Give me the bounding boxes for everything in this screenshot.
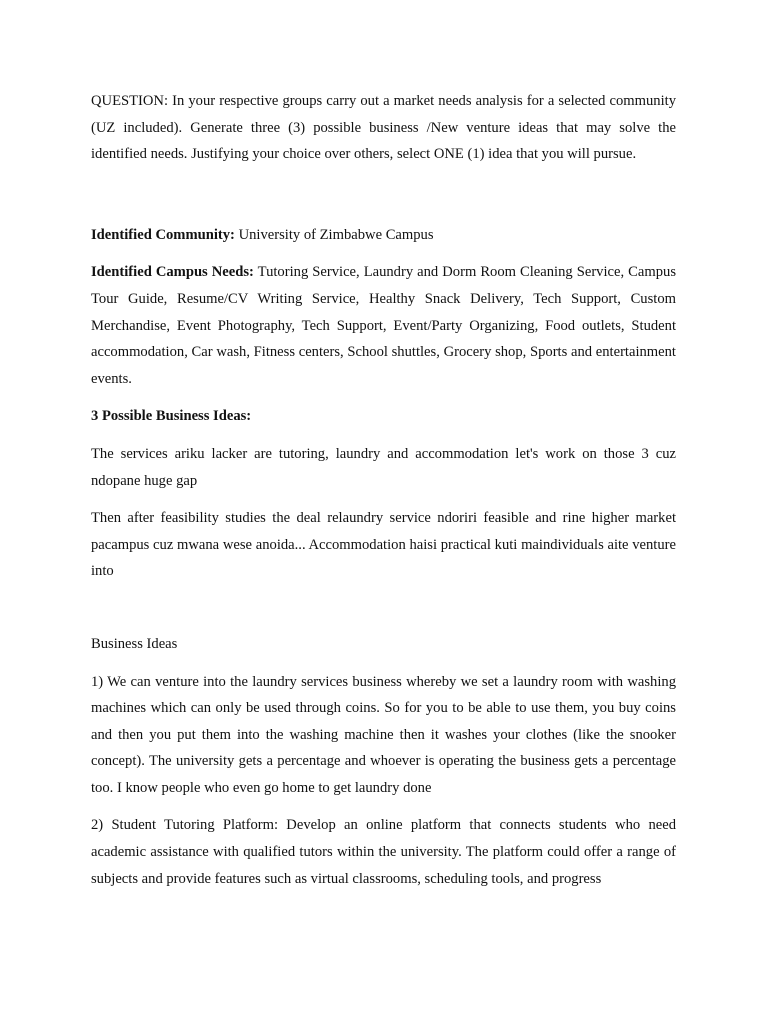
feasibility-note-paragraph: Then after feasibility studies the deal relaundry service ndoriri feasible and rine higher market pacampus cuz mwana wese anoida... Accommodation haisi practical kuti maindividuals aite venture into — [91, 510, 676, 580]
identified-needs-value: Tutoring Service, Laundry and Dorm Room Cleaning Service, Campus Tour Guide, Resume/CV Writing Service, Healthy Snack Delivery, Tech Support, Custom Merchandise, Event Photography, Tech Support, Event/Party Organizing, Food outlets, Student accommodation, Car wash, Fitness centers, School shuttles, Grocery shop, Sports and entertainment events. — [91, 264, 676, 387]
identified-community-label: Identified Community: — [91, 226, 235, 243]
identified-community-value: University of Zimbabwe Campus — [234, 226, 434, 243]
business-idea-1: 1) We can venture into the laundry services business whereby we set a laundry room with washing machines which can only be used through coins. So for you to be able to use them, you buy coins and then you put them into the washing machine then it washes your clothes (like the snooker concept). The university gets a percentage and whoever is operating the business gets a percentage too. I know people who even go home to get laundry done — [91, 673, 676, 796]
identified-needs-label: Identified Campus Needs: — [91, 264, 254, 281]
identified-needs-paragraph — [91, 259, 676, 392]
services-note-paragraph: The services ariku lacker are tutoring, laundry and accommodation let's work on those 3 cuz ndopane huge gap — [91, 445, 676, 489]
question-paragraph: QUESTION: In your respective groups carry out a market needs analysis for a selected community (UZ included). Generate three (3) possible business /New venture ideas that may solve the identified needs. Justifying your choice over others, select ONE (1) idea that you will pursue. — [91, 93, 676, 163]
possible-business-ideas-heading: 3 Possible Business Ideas: — [91, 408, 252, 425]
business-idea-2: 2) Student Tutoring Platform: Develop an online platform that connects students who need academic assistance with qualified tutors within the university. The platform could offer a range of subjects and provide features such as virtual classrooms, scheduling tools, and progress — [91, 817, 676, 887]
business-ideas-heading: Business Ideas — [91, 635, 178, 652]
identified-community-paragraph — [91, 222, 676, 249]
document-page — [91, 88, 676, 892]
